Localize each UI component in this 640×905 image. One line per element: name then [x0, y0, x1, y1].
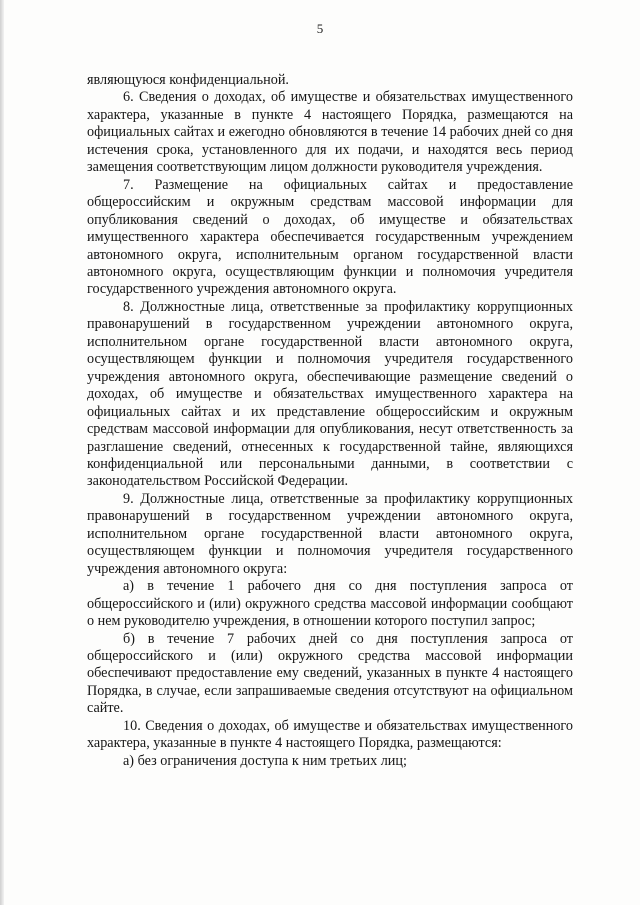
paragraph-6: 6. Сведения о доходах, об имуществе и обязательствах имущественного характера, указанные в пункте 4 настоящего Порядка, размещаются на официальных сайтах и ежегодно обновляются в течение 14 рабочих дней со дня истечения срока, установленного для их подачи, и находятся весь период замещения соответствующим лицом должности руководителя учреждения. [87, 89, 573, 176]
paragraph-9-b: б) в течение 7 рабочих дней со дня поступления запроса от общероссийского и (или) окружного средства массовой информации обеспечивают предоставление ему сведений, указанных в пункте 4 настоящего Порядка, в случае, если запрашиваемые сведения отсутствуют на официальном сайте. [87, 630, 573, 717]
paragraph-8: 8. Должностные лица, ответственные за профилактику коррупционных правонарушений в государственном учреждении автономного округа, исполнительном органе государственной власти автономного округа, осуществляющем функции и полномочия учредителя государственного учреждения автономного округа, обеспечивающие размещение сведений о доходах, об имуществе и обязательствах имущественного характера на официальных сайтах и их представление общероссийским и окружным средствам массовой информации для опубликования, несут ответственность за разглашение сведений, отнесенных к государственной тайне, являющихся конфиденциальной или персональными данными, в соответствии с законодательством Российской Федерации. [87, 298, 573, 490]
page-edge-shadow [0, 0, 4, 905]
paragraph-9-a: а) в течение 1 рабочего дня со дня поступления запроса от общероссийского и (или) окружного средства массовой информации сообщают о нем руководителю учреждения, в отношении которого поступил запрос; [87, 578, 573, 630]
document-body [87, 72, 573, 770]
paragraph-7: 7. Размещение на официальных сайтах и предоставление общероссийским и окружным средствам массовой информации для опубликования сведений о доходах, об имуществе и обязательствах имущественного характера обеспечивается государственным учреждением автономного округа, исполнительным органом государственной власти автономного округа, осуществляющим функции и полномочия учредителя государственного учреждения автономного округа. [87, 176, 573, 298]
paragraph-10: 10. Сведения о доходах, об имуществе и обязательствах имущественного характера, указанные в пункте 4 настоящего Порядка, размещаются: [87, 717, 573, 752]
page-number: 5 [316, 21, 324, 36]
paragraph-continuation: являющуюся конфиденциальной. [87, 72, 289, 88]
paragraph-9: 9. Должностные лица, ответственные за профилактику коррупционных правонарушений в государственном учреждении автономного округа, исполнительном органе государственной власти автономного округа, осуществляющем функции и полномочия учредителя государственного учреждения автономного округа: [87, 490, 573, 577]
paragraph-10-a: а) без ограничения доступа к ним третьих лиц; [123, 752, 407, 769]
